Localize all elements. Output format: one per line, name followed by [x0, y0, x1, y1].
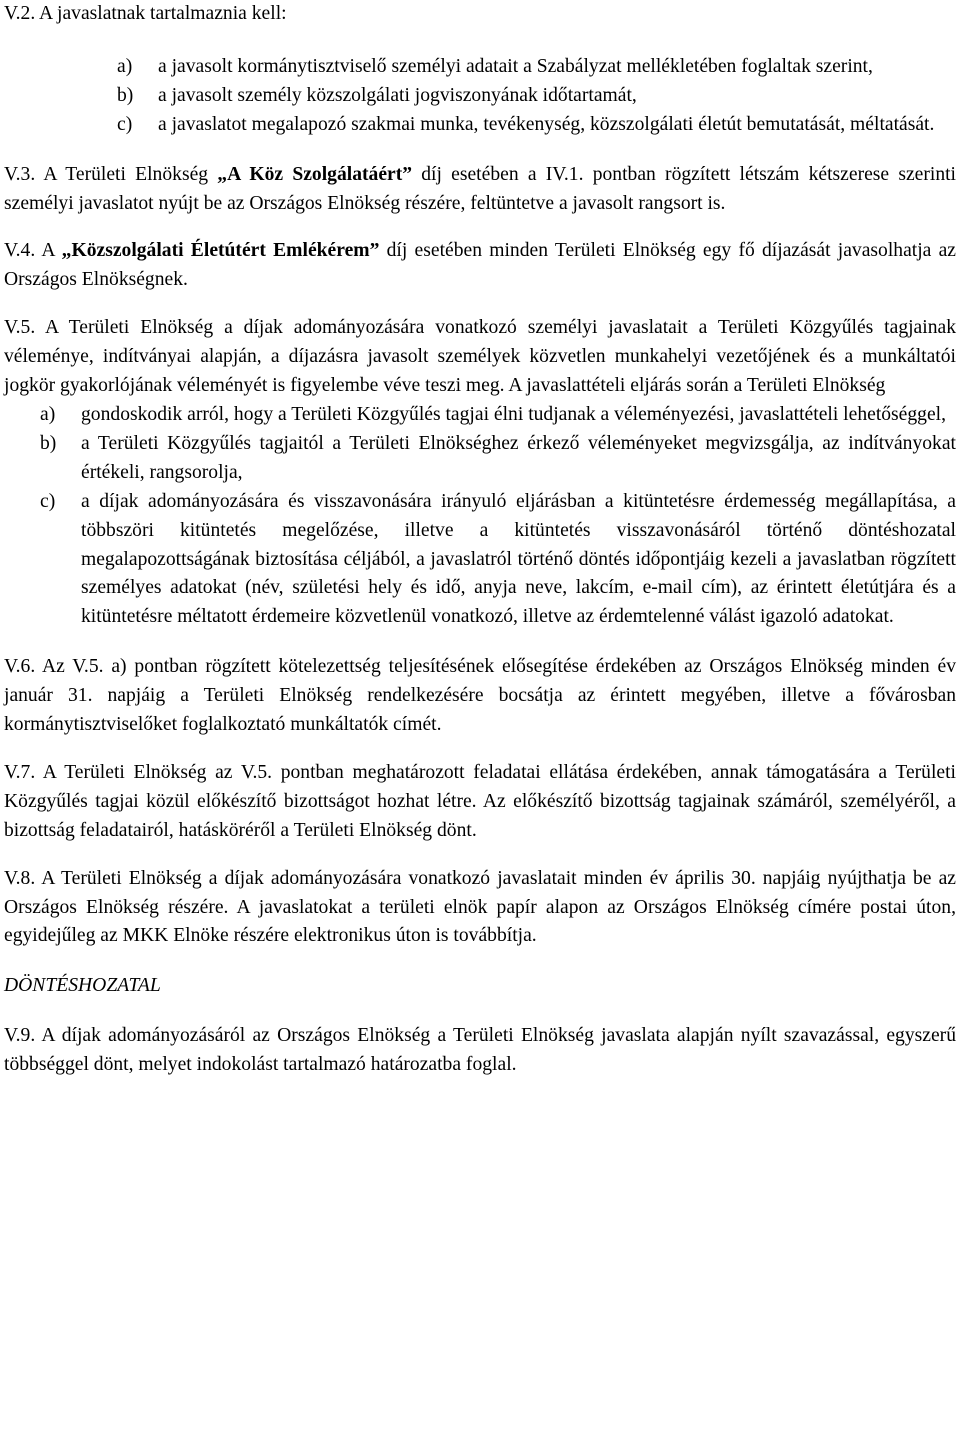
award-name-eletutert-emlekerem: „Közszolgálati Életútért Emlékérem”	[61, 240, 380, 262]
paragraph-v9: V.9. A díjak adományozásáról az Országos Elnökség a Területi Elnökség javaslata alapján nyílt szavazással, egyszerű többséggel dönt, melyet indokolást tartalmazó határozatba foglal.	[4, 1025, 956, 1076]
paragraph-v5: V.5. A Területi Elnökség a díjak adományozására vonatkozó személyi javaslatait a Területi Közgyűlés tagjainak véleménye, indítványai alapján, a díjazásra javasolt személyek közvetlen munkahelyi vezetőjének és a munkáltatói jogkör gyakorlójának véleményét is figyelembe véve teszi meg. A javaslattételi eljárás során a Területi Elnökség	[4, 317, 956, 397]
list-item-text: a javasolt kormánytisztviselő személyi adatait a Szabályzat mellékletében foglaltak szerint,	[158, 55, 873, 77]
list-marker: c)	[40, 490, 56, 512]
list-item-text: a Területi Közgyűlés tagjaitól a Területi Elnökséghez érkező véleményeket megvizsgálja, az indítványokat értékeli, rangsorolja,	[81, 432, 956, 483]
list-item	[117, 82, 956, 111]
paragraph-v3	[4, 161, 956, 219]
v4-pre: V.4. A	[4, 240, 62, 262]
v4-post: díj esetében minden Területi Elnökség egy fő díjazását javasolhatja az Országos Elnökségnek.	[4, 240, 956, 291]
list-item-text: a javaslatot megalapozó szakmai munka, tevékenység, közszolgálati életút bemutatását, méltatását.	[158, 113, 935, 135]
award-name-koz-szolgalataert: „A Köz Szolgálatáért”	[217, 163, 413, 185]
paragraph-v6: V.6. Az V.5. a) pontban rögzített kötelezettség teljesítésének elősegítése érdekében az Országos Elnökség minden év január 31. napjáig a Területi Elnökség rendelkezésére bocsátja az érintett megyében, illetve a fővárosban kormánytisztviselőket foglalkoztató munkáltatók címét.	[4, 656, 956, 736]
list-marker: a)	[117, 55, 133, 77]
document-page	[4, 0, 956, 1080]
list-item	[40, 430, 956, 488]
list-item-text: a javasolt személy közszolgálati jogviszonyának időtartamát,	[158, 84, 637, 106]
v5-list	[40, 401, 956, 632]
list-item	[40, 401, 956, 430]
list-marker: c)	[117, 113, 133, 135]
v3-post: díj esetében a IV.1. pontban rögzített létszám kétszerese szerinti személyi javaslatot nyújt be az Országos Elnökség részére, feltüntetve a javasolt rangsort is.	[4, 163, 956, 214]
list-marker: a)	[40, 403, 56, 425]
v2-list	[117, 53, 956, 140]
list-item-text: a díjak adományozására és visszavonására irányuló eljárásban a kitüntetésre érdemesség megállapítása, a többszöri kitüntetés megelőzése, illetve a kitüntetés visszavonásáról történő döntéshozatal megalapozottságának biztosítása céljából, a javaslatról történő döntés időpontjáig kezeli a javaslatban rögzített személyes adatokat (név, születési hely és idő, anyja neve, lakcím, e-mail cím), az érintett életútjára és a kitüntetésre méltatott érdemeire közvetlenül vonatkozó, illetve az érdemtelenné válást igazoló adatokat.	[81, 490, 956, 628]
paragraph-v2-intro: V.2. A javaslatnak tartalmaznia kell:	[4, 3, 287, 24]
list-marker: b)	[40, 432, 57, 454]
list-item	[117, 111, 956, 140]
paragraph-v4	[4, 237, 956, 295]
paragraph-v8: V.8. A Területi Elnökség a díjak adományozására vonatkozó javaslatait minden év április 30. napjáig nyújthatja be az Országos Elnökség részére. A javaslatokat a területi elnök papír alapon az Országos Elnökség címére postai úton, egyidejűleg az MKK Elnöke részére elektronikus úton is továbbítja.	[4, 867, 956, 947]
section-heading: DÖNTÉSHOZATAL	[4, 975, 161, 997]
list-marker: b)	[117, 84, 134, 106]
list-item-text: gondoskodik arról, hogy a Területi Közgyűlés tagjai élni tudjanak a véleményezési, javaslattételi lehetőséggel,	[81, 403, 947, 425]
list-item	[40, 488, 956, 633]
list-item	[117, 53, 956, 82]
paragraph-v7: V.7. A Területi Elnökség az V.5. pontban meghatározott feladatai ellátása érdekében, annak támogatására a Területi Közgyűlés tagjai közül előkészítő bizottságot hozhat létre. Az előkészítő bizottság tagjainak számáról, személyéről, a bizottság feladatairól, hatásköréről a Területi Elnökség dönt.	[4, 761, 956, 841]
v3-pre: V.3. A Területi Elnökség	[4, 163, 218, 185]
